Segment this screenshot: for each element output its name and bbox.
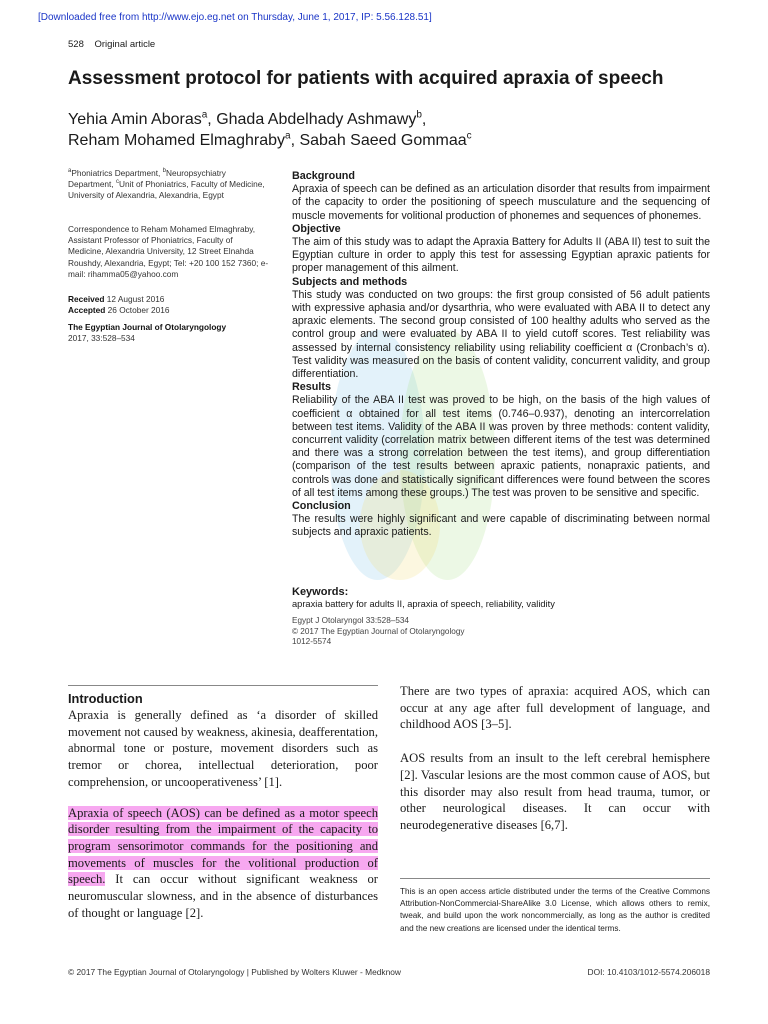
journal-info bbox=[68, 322, 270, 344]
introduction-section bbox=[68, 690, 378, 935]
author-name: Sabah Saeed Gommaa bbox=[299, 132, 467, 149]
section-label: Original article bbox=[94, 39, 156, 50]
abstract-heading-objective: Objective bbox=[292, 222, 341, 235]
abstract bbox=[292, 170, 710, 540]
citation-info bbox=[292, 616, 464, 648]
affil-marker: a bbox=[68, 168, 72, 175]
author-name: Yehia Amin Aboras bbox=[68, 111, 202, 128]
received-date: 12 August 2016 bbox=[106, 294, 165, 304]
body-paragraph: There are two types of apraxia: acquired AOS, which can occur at any age after full development of language, and childhood AOS [3–5]. bbox=[400, 684, 710, 732]
intro-paragraph: Apraxia is generally defined as ‘a disorder of skilled movement not caused by weakness, akinesia, deafferentation, abnormal tone or posture, movement disorders such as tremor or chorea, intellectual deterioration, poor comprehension, or uncooperativeness’ [1]. bbox=[68, 708, 378, 789]
abstract-methods: This study was conducted on two groups: the first group consisted of 56 adult patients with expressive aphasia and/or dysarthria, who were evaluated with ABA II to detect any apraxic elements. The second group consisted of 100 healthy adults who served as the control group and were evaluated by ABA II to yield cutoff scores. Test reliability was assessed by internal consistency reliability using reliability coefficient α (Cronbach’s α). Test validity was measured on the basis of content validity, concurrent validity, and group differentiation. bbox=[292, 288, 710, 381]
abstract-background: Apraxia of speech can be defined as an articulation disorder that results from impairment of the capacity to order the positioning of speech musculature and the sequencing of muscle movements for volitional production of phonemes and sequences of phonemes. bbox=[292, 183, 710, 222]
author-affil-marker: a bbox=[285, 130, 291, 142]
received-label: Received bbox=[68, 294, 105, 304]
author-affil-marker: a bbox=[201, 109, 208, 121]
affil-text: Unit of Phoniatrics, Faculty of Medicine, University of Alexandria, Alexandria, Egypt bbox=[68, 179, 265, 201]
issn-line: 1012-5574 bbox=[292, 637, 332, 646]
affil-marker: c bbox=[115, 179, 119, 186]
author-name: Reham Mohamed Elmaghraby bbox=[68, 132, 285, 149]
accepted-date: 26 October 2016 bbox=[107, 305, 170, 316]
introduction-heading: Introduction bbox=[68, 691, 143, 706]
journal-volume: 2017, 33:528–534 bbox=[68, 333, 135, 344]
download-banner-link[interactable]: [Downloaded free from http://www.ejo.eg.net on Thursday, June 1, 2017, IP: 5.56.128.51] bbox=[38, 12, 432, 23]
author-affil-marker: c bbox=[466, 130, 472, 142]
intro-paragraph bbox=[68, 805, 378, 922]
accepted-label: Accepted bbox=[68, 305, 106, 316]
highlighted-text[interactable]: Apraxia of speech (AOS) can be defined as a motor speech disorder resulting from the impairment of the capacity to program sensorimotor commands for the positioning and movements of muscles for the volitional production of speech. bbox=[68, 805, 378, 887]
copyright-line: © 2017 The Egyptian Journal of Otolaryngology bbox=[292, 626, 465, 636]
author-name: Ghada Abdelhady Ashmawy bbox=[216, 111, 417, 128]
journal-name: The Egyptian Journal of Otolaryngology bbox=[68, 322, 227, 332]
keywords bbox=[292, 586, 710, 609]
correspondence: Correspondence to Reham Mohamed Elmaghraby, Assistant Professor of Phoniatrics, Faculty of Medicine, Alexandria University, 12 Street Elnahda Roushdy, Alexandria, Egypt; Tel: +20 100 152 7360; e-mail: rihamma05@yahoo.com bbox=[68, 224, 269, 279]
article-dates bbox=[68, 294, 270, 316]
footer-publisher: © 2017 The Egyptian Journal of Otolaryngology | Published by Wolters Kluwer - Medknow bbox=[68, 967, 401, 977]
license-note: This is an open access article distributed under the terms of the Creative Commons Attribution-NonCommercial-ShareAlike 3.0 License, which allows others to remix, tweak, and build upon the work noncommercially, as long as the author is credited and the new creations are licensed under the identical terms. bbox=[400, 887, 710, 933]
body-paragraph: AOS results from an insult to the left cerebral hemisphere [2]. Vascular lesions are the most common cause of AOS, but this disorder may also result from head trauma, tumor, or other neurological diseases. It can occur with neurodegenerative diseases [6,7]. bbox=[400, 751, 710, 832]
abstract-objective: The aim of this study was to adapt the Apraxia Battery for Adults II (ABA II) test to suit the Egyptian culture in order to apply this test for assessing Egyptian apraxic patients for proper management of this ailment. bbox=[292, 236, 710, 275]
right-column-text bbox=[400, 683, 710, 851]
license-divider bbox=[400, 878, 710, 879]
affil-text: Neuropsychiatry Department, bbox=[68, 168, 226, 190]
intro-text: It can occur without significant weakness or neuromuscular slowness, and in the absence of disturbances of thought or language [2]. bbox=[68, 872, 378, 920]
page-footer bbox=[68, 967, 710, 977]
abstract-results: Reliability of the ABA II test was proved to be high, on the basis of the high values of coefficient α obtained for all test items (0.746–0.937), denoting an intercorrelation between test items. Validity of the ABA II was proven by three methods: content validity, concurrent validity (correlation matrix between different items of the test was determined and there was a strong correlation between the test items), and group differentiation (comparison of the test results between apraxic patients, nonapraxic patients, and controls was done and statistically significant differences were found between the scores of all test items among these groups.) The test was proven to be sensitive and specific. bbox=[292, 394, 710, 499]
running-head bbox=[68, 39, 155, 50]
affil-text: Phoniatrics Department, bbox=[71, 168, 163, 178]
affil-marker: b bbox=[162, 168, 166, 175]
author-list: Yehia Amin Aboras$^a$, Ghada Abdelhady Ashmawy$^b$, Reham Mohamed Elmaghraby$^a$, Sabah Saeed Gommaa$^c$ bbox=[68, 109, 472, 149]
affiliations bbox=[68, 168, 270, 202]
page-number: 528 bbox=[68, 39, 84, 50]
abstract-conclusion: The results were highly significant and were capable of discriminating between normal subjects and apraxic patients. bbox=[292, 513, 710, 539]
author-affil-marker: b bbox=[416, 109, 422, 121]
keywords-list: apraxia battery for adults II, apraxia of speech, reliability, validity bbox=[292, 599, 555, 609]
abstract-heading-methods: Subjects and methods bbox=[292, 275, 408, 288]
abstract-heading-background: Background bbox=[292, 170, 355, 182]
section-divider bbox=[68, 685, 378, 686]
abstract-heading-conclusion: Conclusion bbox=[292, 500, 351, 513]
footer-doi[interactable]: DOI: 10.4103/1012-5574.206018 bbox=[587, 967, 710, 977]
article-title: Assessment protocol for patients with acquired apraxia of speech bbox=[68, 68, 664, 89]
abstract-heading-results: Results bbox=[292, 381, 332, 394]
keywords-heading: Keywords: bbox=[292, 586, 349, 598]
citation-line: Egypt J Otolaryngol 33:528–534 bbox=[292, 616, 409, 625]
